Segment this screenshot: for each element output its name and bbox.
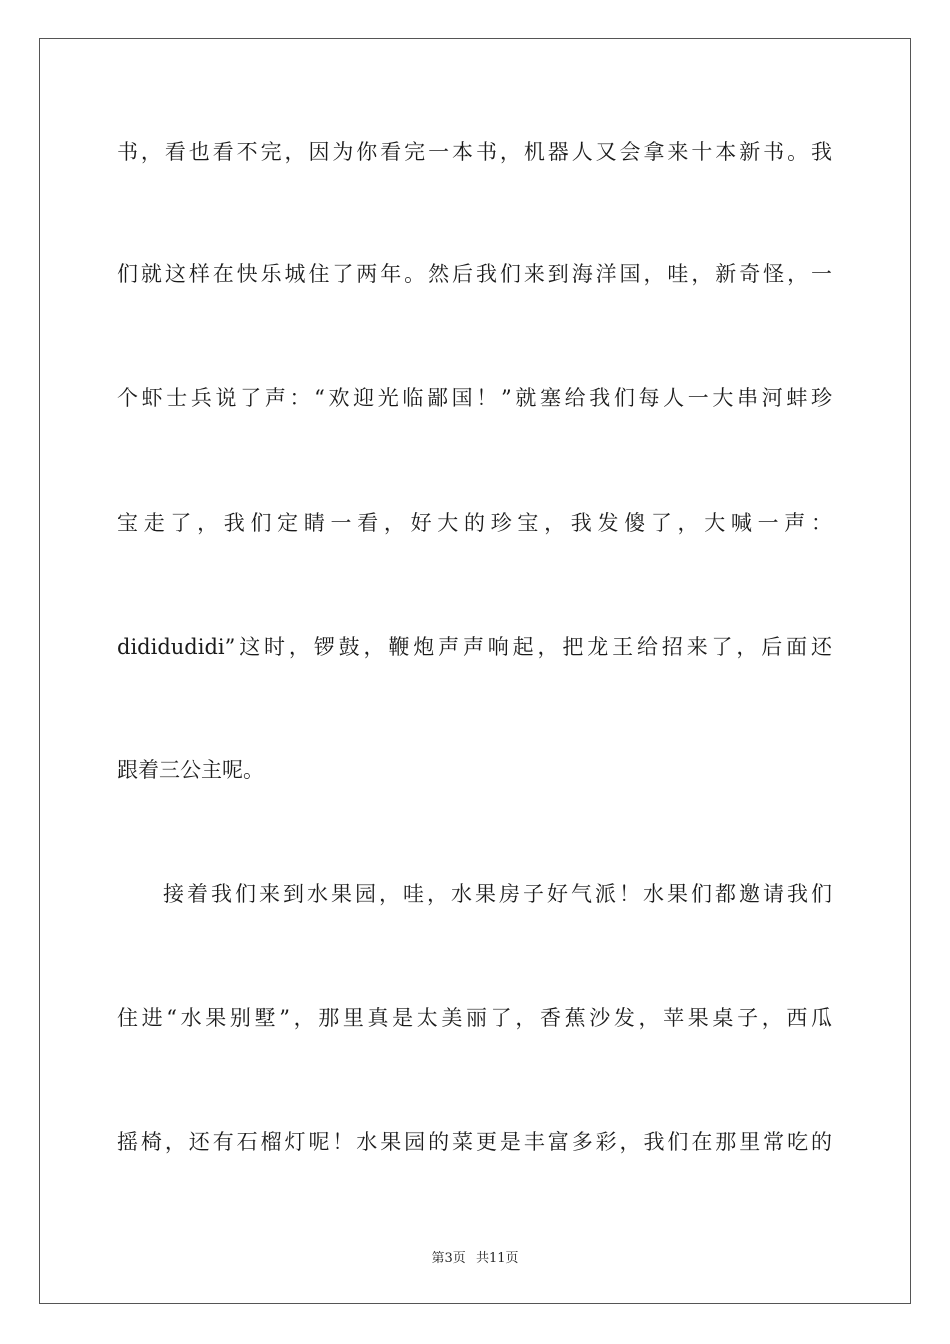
- text-line: 书，看也看不完，因为你看完一本书，机器人又会拿来十本新书。我: [117, 140, 832, 164]
- text-line: 们就这样在快乐城住了两年。然后我们来到海洋国，哇，新奇怪，一: [117, 262, 832, 286]
- page-border: [39, 38, 911, 1304]
- text-line: 个虾士兵说了声：“欢迎光临鄙国！”就塞给我们每人一大串河蚌珍: [117, 386, 832, 410]
- page-number: 第3页: [431, 1251, 466, 1266]
- text-line: 跟着三公主呢。: [117, 758, 264, 782]
- text-line: dididudidi”这时，锣鼓，鞭炮声声响起，把龙王给招来了，后面还: [117, 635, 832, 659]
- text-line: 宝走了，我们定睛一看，好大的珍宝，我发傻了，大喊一声：: [117, 511, 832, 535]
- page-footer: [0, 1247, 950, 1266]
- paragraph-first-line: 接着我们来到水果园，哇，水果房子好气派！水果们都邀请我们: [163, 882, 832, 906]
- text-line: 摇椅，还有石榴灯呢！水果园的菜更是丰富多彩，我们在那里常吃的: [117, 1130, 832, 1154]
- page-total: 共11页: [475, 1251, 519, 1266]
- text-line: 住进“水果别墅”，那里真是太美丽了，香蕉沙发，苹果桌子，西瓜: [117, 1006, 832, 1030]
